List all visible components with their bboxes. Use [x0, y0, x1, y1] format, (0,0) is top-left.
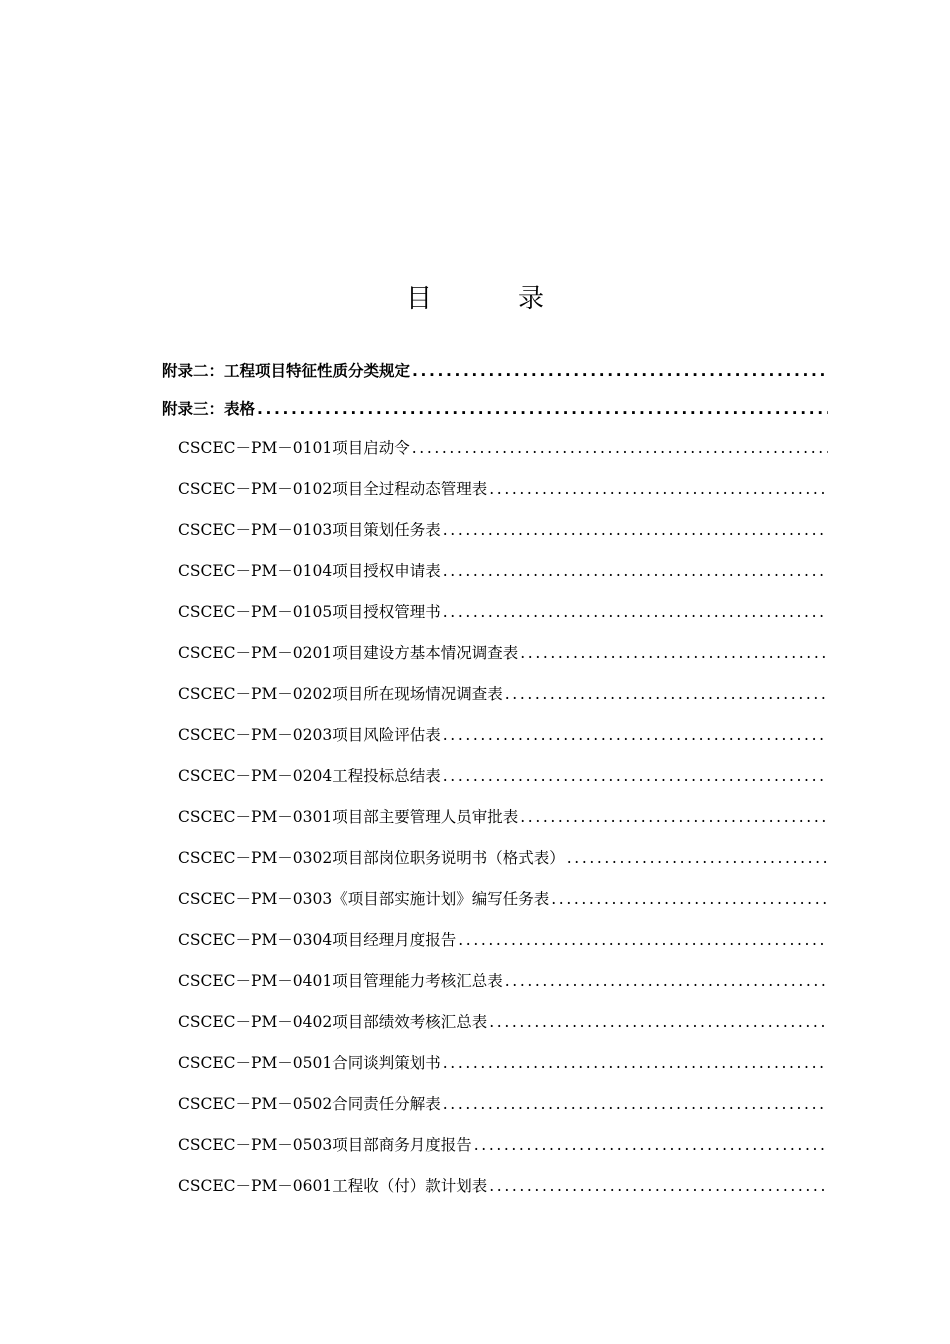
dot-leader [551, 885, 828, 913]
dot-leader [489, 475, 828, 503]
toc-entry-pm-0202[interactable] [162, 680, 828, 721]
toc-entry-text: CSCEC－PM－0203项目风险评估表 [178, 726, 441, 744]
toc-entry-text: CSCEC－PM－0101项目启动令 [178, 439, 410, 457]
toc-entry-text: CSCEC－PM－0501合同谈判策划书 [178, 1054, 441, 1072]
toc-entry-pm-0303[interactable] [162, 885, 828, 926]
toc-entry-pm-0503[interactable] [162, 1131, 828, 1172]
toc-entry-text: CSCEC－PM－0103项目策划任务表 [178, 521, 441, 539]
toc-entry-text: CSCEC－PM－0202项目所在现场情况调查表 [178, 685, 503, 703]
dot-leader [443, 1049, 828, 1077]
toc-entry-text: 附录二：工程项目特征性质分类规定 [162, 362, 411, 380]
toc-entry-text: CSCEC－PM－0502合同责任分解表 [178, 1095, 441, 1113]
dot-leader [520, 639, 828, 667]
dot-leader [458, 926, 828, 954]
toc-entry-pm-0104[interactable] [162, 557, 828, 598]
toc-entry-pm-0601[interactable] [162, 1172, 828, 1213]
dot-leader [257, 396, 828, 422]
toc-entry-text: CSCEC－PM－0104项目授权申请表 [178, 562, 441, 580]
toc-entry-pm-0204[interactable] [162, 762, 828, 803]
toc-entry-pm-0203[interactable] [162, 721, 828, 762]
toc-entry-pm-0302[interactable] [162, 844, 828, 885]
toc-entry-pm-0102[interactable] [162, 475, 828, 516]
toc-entry-text: CSCEC－PM－0304项目经理月度报告 [178, 931, 457, 949]
toc-entry-pm-0501[interactable] [162, 1049, 828, 1090]
dot-leader [567, 844, 828, 872]
toc-entry-text: CSCEC－PM－0204工程投标总结表 [178, 767, 441, 785]
toc-entry-text: 附录三：表格 [162, 400, 256, 418]
toc-entry-text: CSCEC－PM－0201项目建设方基本情况调查表 [178, 644, 519, 662]
dot-leader [443, 598, 828, 626]
dot-leader [520, 803, 828, 831]
toc-entry-pm-0402[interactable] [162, 1008, 828, 1049]
dot-leader [443, 557, 828, 585]
toc-entry-pm-0105[interactable] [162, 598, 828, 639]
toc-entry-text: CSCEC－PM－0402项目部绩效考核汇总表 [178, 1013, 488, 1031]
dot-leader [412, 434, 828, 462]
toc-list [162, 358, 828, 1213]
dot-leader [443, 516, 828, 544]
toc-entry-pm-0401[interactable] [162, 967, 828, 1008]
toc-title: 目 录 [405, 284, 574, 314]
toc-entry-appendix-3[interactable] [162, 396, 828, 434]
toc-entry-text: CSCEC－PM－0503项目部商务月度报告 [178, 1136, 472, 1154]
toc-entry-text: CSCEC－PM－0302项目部岗位职务说明书（格式表） [178, 849, 565, 867]
toc-entry-text: CSCEC－PM－0401项目管理能力考核汇总表 [178, 972, 503, 990]
dot-leader [443, 762, 828, 790]
toc-entry-appendix-2[interactable] [162, 358, 828, 396]
toc-entry-text: CSCEC－PM－0303《项目部实施计划》编写任务表 [178, 890, 550, 908]
dot-leader [505, 967, 828, 995]
dot-leader [443, 721, 828, 749]
dot-leader [505, 680, 828, 708]
toc-entry-pm-0301[interactable] [162, 803, 828, 844]
toc-entry-pm-0101[interactable] [162, 434, 828, 475]
toc-entry-pm-0201[interactable] [162, 639, 828, 680]
toc-entry-text: CSCEC－PM－0601工程收（付）款计划表 [178, 1177, 488, 1195]
dot-leader [474, 1131, 828, 1159]
toc-entry-text: CSCEC－PM－0102项目全过程动态管理表 [178, 480, 488, 498]
toc-entry-text: CSCEC－PM－0301项目部主要管理人员审批表 [178, 808, 519, 826]
toc-entry-pm-0502[interactable] [162, 1090, 828, 1131]
toc-entry-pm-0103[interactable] [162, 516, 828, 557]
dot-leader [412, 358, 828, 384]
toc-entry-text: CSCEC－PM－0105项目授权管理书 [178, 603, 441, 621]
dot-leader [489, 1172, 828, 1200]
dot-leader [489, 1008, 828, 1036]
toc-entry-pm-0304[interactable] [162, 926, 828, 967]
dot-leader [443, 1090, 828, 1118]
